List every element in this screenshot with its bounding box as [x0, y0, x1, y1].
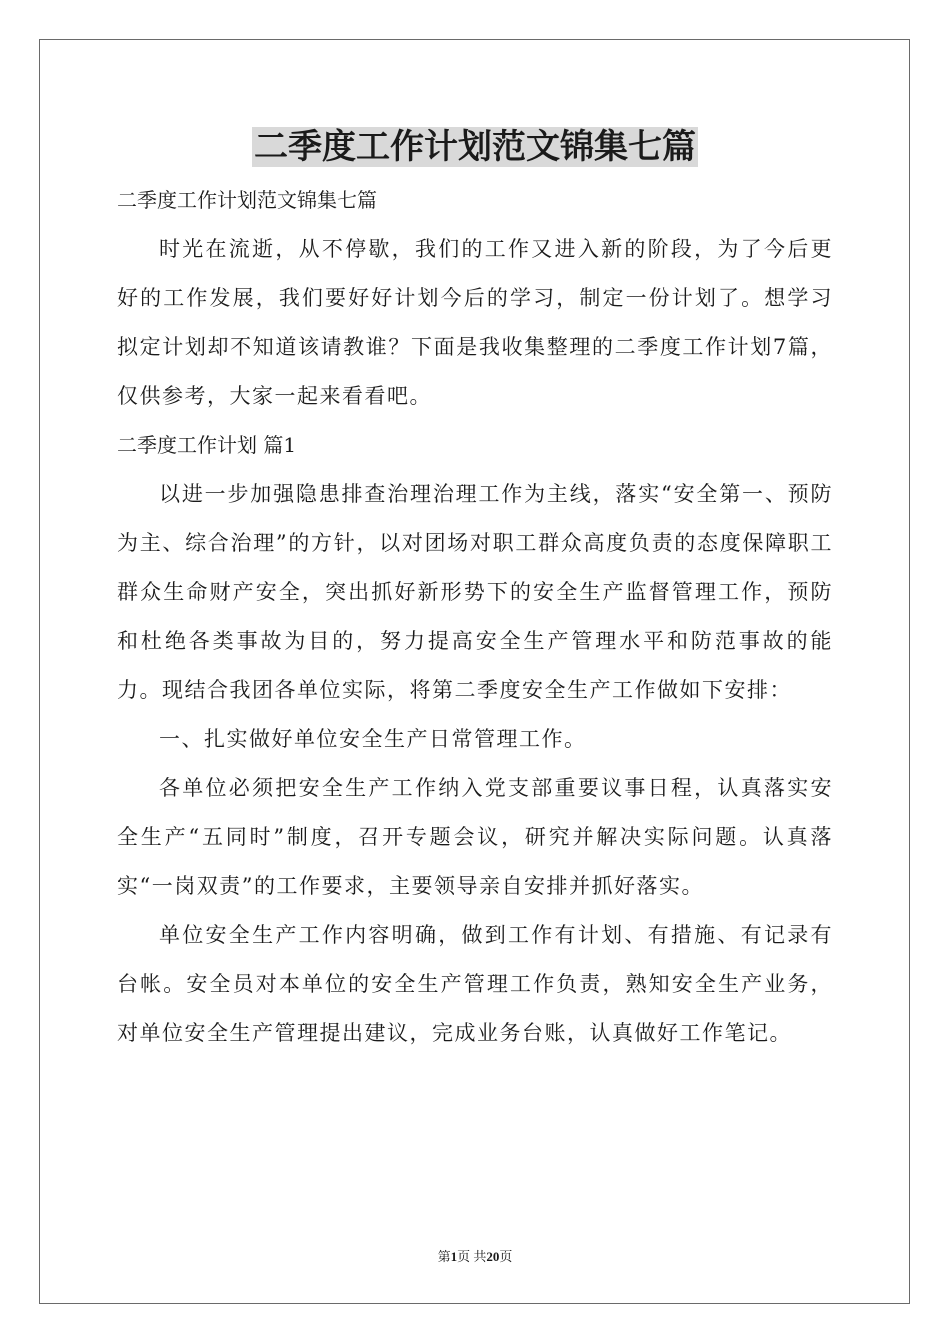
footer-prefix: 第 — [437, 1249, 451, 1264]
document-body — [117, 176, 833, 1058]
footer-page-total: 20 — [486, 1249, 500, 1264]
page-footer — [0, 1248, 950, 1266]
document-title — [0, 124, 950, 170]
footer-suffix: 页 — [499, 1249, 513, 1264]
section-heading: 二季度工作计划 篇1 — [117, 433, 297, 457]
document-subtitle: 二季度工作计划范文锦集七篇 — [117, 188, 377, 212]
document-title-text: 二季度工作计划范文锦集七篇 — [254, 127, 696, 167]
footer-mid: 页 共 — [457, 1249, 487, 1264]
body-paragraph: 一、扎实做好单位安全生产日常管理工作。 — [159, 727, 587, 751]
body-paragraph: 以进一步加强隐患排查治理治理工作为主线，落实“安全第一、预防为主、综合治理”的方针，以对团场对职工群众高度负责的态度保障职工群众生命财产安全，突出抓好新形势下的安全生产监督管理工作，预防和杜绝各类事故为目的，努力提高安全生产管理水平和防范事故的能力。现结合我团各单位实际，将第二季度安全生产工作做如下安排： — [117, 482, 833, 702]
footer-page-current: 1 — [450, 1249, 458, 1264]
body-paragraph: 各单位必须把安全生产工作纳入党支部重要议事日程，认真落实安全生产“五同时”制度，召开专题会议，研究并解决实际问题。认真落实“一岗双责”的工作要求，主要领导亲自安排并抓好落实。 — [117, 776, 833, 898]
body-paragraph: 单位安全生产工作内容明确，做到工作有计划、有措施、有记录有台帐。安全员对本单位的安全生产管理工作负责，熟知安全生产业务，对单位安全生产管理提出建议，完成业务台账，认真做好工作笔记。 — [117, 923, 833, 1045]
intro-paragraph: 时光在流逝，从不停歇，我们的工作又进入新的阶段，为了今后更好的工作发展，我们要好好计划今后的学习，制定一份计划了。想学习拟定计划却不知道该请教谁？下面是我收集整理的二季度工作计划7篇，仅供参考，大家一起来看看吧。 — [117, 237, 833, 408]
